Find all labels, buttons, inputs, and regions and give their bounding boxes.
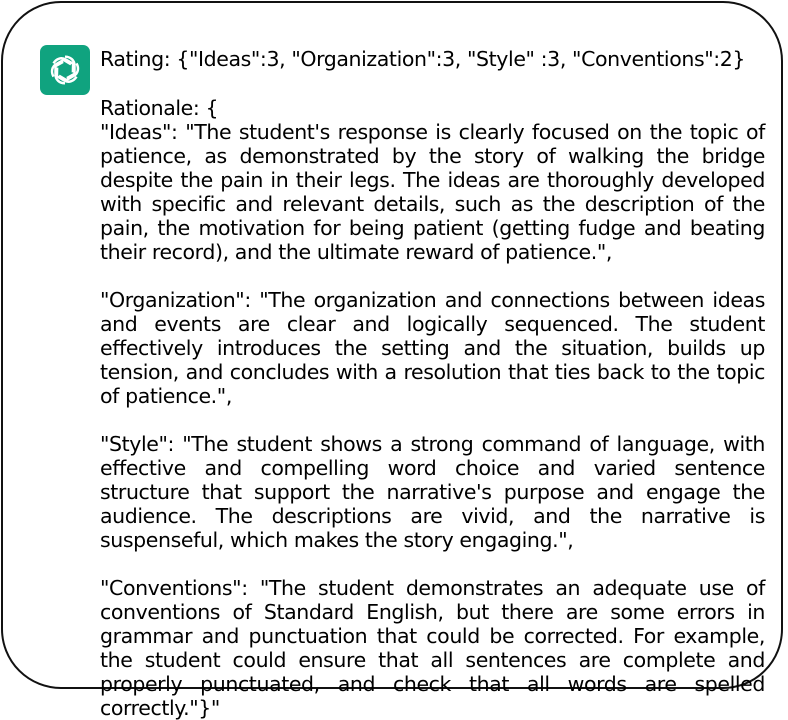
rationale-organization: "Organization": "The organization and connections between ideas and events are clear and logically sequenced. The student effectively introduces the setting and the situation, builds up tension, and concludes with a resolution that ties back to the topic of patience.",	[100, 288, 765, 408]
rationale-heading: Rationale: {	[100, 96, 219, 120]
rationale-ideas: "Ideas": "The student's response is clearly focused on the topic of patience, as demonstrated by the story of walking the bridge despite the pain in their legs. The ideas are thoroughly developed with specific and relevant details, such as the description of the pain, the motivation for being patient (getting fudge and beating their record), and the ultimate reward of patience.",	[100, 120, 765, 264]
response-text	[100, 47, 765, 720]
openai-logo-icon	[40, 45, 90, 95]
rating-line: Rating: {"Ideas":3, "Organization":3, "Style" :3, "Conventions":2}	[100, 47, 746, 71]
openai-knot-icon	[46, 51, 84, 89]
rationale-conventions: "Conventions": "The student demonstrates an adequate use of conventions of Standard English, but there are some errors in grammar and punctuation that could be corrected. For example, the student could ensure that all sentences are complete and properly punctuated, and check that all words are spelled correctly."}"	[100, 576, 765, 720]
response-card	[1, 1, 783, 720]
rationale-style: "Style": "The student shows a strong command of language, with effective and compelling word choice and varied sentence structure that support the narrative's purpose and engage the audience. The descriptions are vivid, and the narrative is suspenseful, which makes the story engaging.",	[100, 432, 765, 552]
